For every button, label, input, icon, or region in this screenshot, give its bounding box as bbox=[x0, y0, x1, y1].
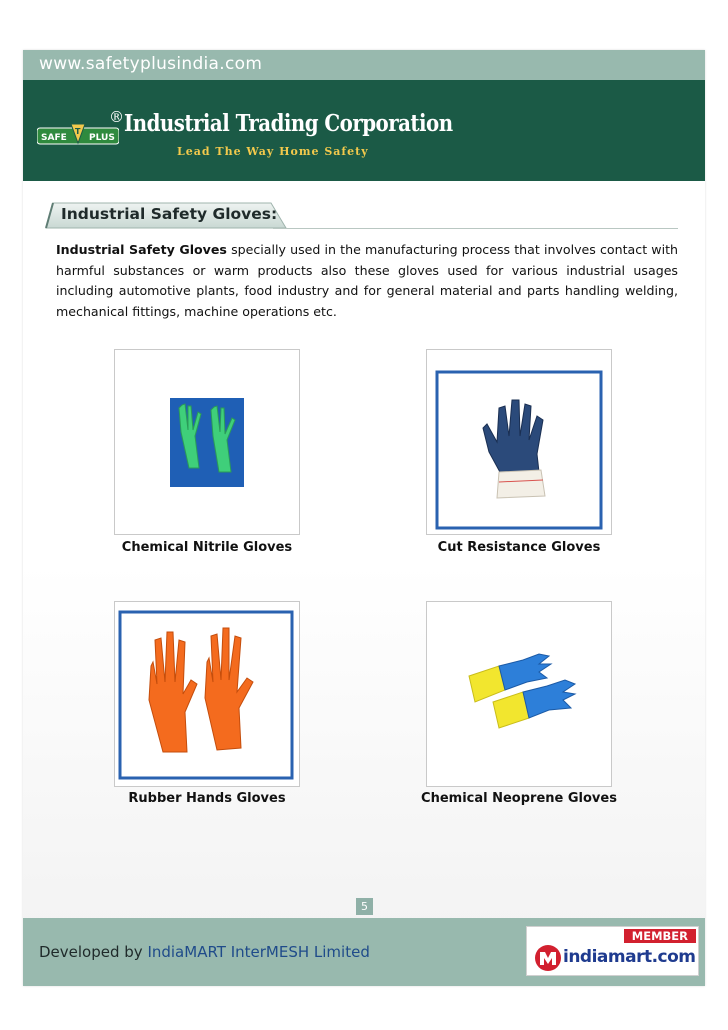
indiamart-member-badge[interactable] bbox=[526, 926, 699, 976]
logo-middle-text: T bbox=[75, 127, 81, 136]
intro-text: specially used in the manufacturing process that involves contact with harmful substances or warm products also these gloves used for various industrial usages including automotive plants, food industry and for general material and parts handling welding, mechanical fittings, machine operations etc. bbox=[56, 242, 678, 319]
developer-link[interactable]: IndiaMART InterMESH Limited bbox=[147, 943, 370, 961]
developed-by-text bbox=[39, 943, 370, 961]
green-nitrile-gloves-image bbox=[115, 350, 299, 534]
document-page bbox=[23, 50, 705, 986]
safe-t-plus-logo bbox=[37, 123, 119, 149]
company-name: Industrial Trading Corporation bbox=[124, 110, 453, 137]
yellow-blue-neoprene-gloves-image bbox=[427, 602, 611, 786]
company-header bbox=[23, 80, 705, 181]
intro-bold-lead: Industrial Safety Gloves bbox=[56, 242, 227, 257]
orange-rubber-gloves-image bbox=[115, 602, 299, 786]
indiamart-logo-text: indiamart.com bbox=[563, 947, 696, 967]
blue-cut-resistant-glove-image bbox=[427, 350, 611, 534]
section-underline bbox=[273, 228, 678, 229]
indiamart-logo-icon bbox=[533, 943, 563, 973]
developed-by-label: Developed by bbox=[39, 943, 148, 961]
registered-mark: ® bbox=[109, 108, 124, 126]
intro-paragraph bbox=[56, 240, 678, 322]
site-url[interactable]: www.safetyplusindia.com bbox=[39, 54, 263, 74]
product-label-cut-resistance: Cut Resistance Gloves bbox=[437, 540, 601, 555]
product-label-neoprene: Chemical Neoprene Gloves bbox=[421, 791, 617, 806]
company-tagline: Lead The Way Home Safety bbox=[177, 145, 369, 158]
product-label-rubber: Rubber Hands Gloves bbox=[128, 791, 286, 806]
footer-band bbox=[23, 918, 705, 986]
url-banner bbox=[23, 50, 705, 80]
product-card-rubber[interactable] bbox=[114, 601, 300, 787]
product-card-cut-resistance[interactable] bbox=[426, 349, 612, 535]
product-card-neoprene[interactable] bbox=[426, 601, 612, 787]
page-number: 5 bbox=[356, 898, 373, 915]
product-card-nitrile[interactable] bbox=[114, 349, 300, 535]
logo-left-text: SAFE bbox=[41, 133, 67, 143]
logo-right-text: PLUS bbox=[89, 133, 115, 143]
member-tag: MEMBER bbox=[624, 929, 696, 943]
product-label-nitrile: Chemical Nitrile Gloves bbox=[121, 540, 293, 555]
section-title: Industrial Safety Gloves: bbox=[61, 205, 278, 223]
